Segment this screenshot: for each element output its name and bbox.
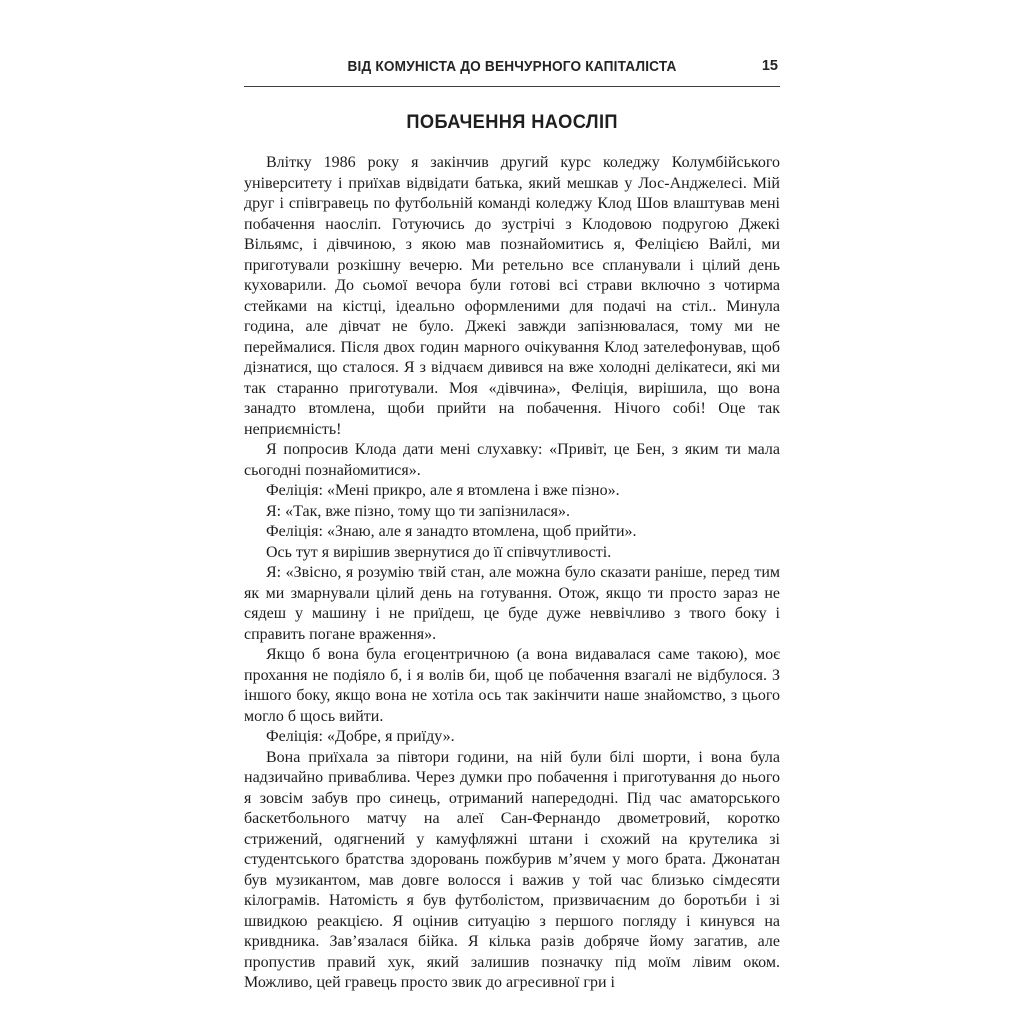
paragraph: Якщо б вона була егоцентричною (а вона видавалася саме такою), моє прохання не подіяло б, і я волів би, щоб це побачення взагалі не відбулося. З іншого боку, якщо вона не хотіла ось так закінчити наше знайомство, з цього могло б щось вийти.	[244, 646, 780, 725]
paragraph: Я попросив Клода дати мені слухавку: «Привіт, це Бен, з яким ти мала сьогодні познайомитися».	[244, 441, 780, 479]
body-text	[244, 153, 780, 994]
chapter-title	[244, 112, 780, 134]
book-page	[244, 0, 780, 994]
paragraph: Феліція: «Мені прикро, але я втомлена і вже пізно».	[266, 482, 620, 499]
paragraph: Вона приїхала за півтори години, на ній були білі шорти, і вона була надзичайно приваблива. Через думки про побачення і приготування до нього я зовсім забув про синець, отриманий напередодні. Під час аматорського баскетбольного матчу на алеї Сан-Фернандо двометровий, коротко стрижений, одягнений у камуфляжні штани і схожий на крутелика зі студентського братства здоровань пожбурив м’ячем у мого брата. Джонатан був музикантом, мав довге волосся і важив у той час близько сімдесяти кілограмів. Натомість я був футболістом, призвичаєним до боротьби і зі швидкою реакцією. Я оцінив ситуацію з першого погляду і кинувся на кривдника. Зав’язалася бійка. Я кілька разів добряче йому загатив, але пропустив правий хук, який залишив позначку під моїм лівим оком. Можливо, цей гравець просто звик до агресивної гри і	[244, 748, 780, 991]
paragraph: Ось тут я вирішив звернутися до її співчутливості.	[266, 543, 612, 561]
paragraph: Феліція: «Знаю, але я занадто втомлена, щоб прийти».	[266, 523, 637, 540]
chapter-title-text: ПОБАЧЕННЯ НАОСЛІП	[406, 112, 618, 133]
paragraph: Влітку 1986 року я закінчив другий курс коледжу Колумбійського університету і приїхав відвідати батька, який мешкав у Лос-Анджелесі. Мій друг і співгравець по футбольній команді коледжу Клод Шов влаштував мені побачення наосліп. Готуючись до зустрічі з Клодовою подругою Джекі Вільямс, і дівчиною, з якою мав познайомитись я, Феліцією Вайлі, ми приготували розкішну вечерю. Ми ретельно все спланували і цілий день куховарили. До сьомої вечора були готові всі страви включно з чотирма стейками на кістці, ідеально оформленими для подачі на стіл.. Минула година, але дівчат не було. Джекі завжди запізнювалася, тому ми не переймалися. Після двох годин марного очікування Клод зателефонував, щоб дізнатися, що сталося. Я з відчаєм дивився на вже холодні делікатеси, які ми так старанно приготували. Моя «дівчина», Феліція, вирішила, що вона занадто втомлена, щоби прийти на побачення. Нічого собі! Оце так неприємність!	[244, 154, 780, 438]
paragraph: Феліція: «Добре, я приїду».	[266, 728, 455, 745]
running-head-title: ВІД КОМУНІСТА ДО ВЕНЧУРНОГО КАПІТАЛІСТА	[347, 59, 677, 75]
page-header	[244, 58, 780, 87]
page-number: 15	[761, 58, 778, 74]
paragraph: Я: «Так, вже пізно, тому що ти запізнилася».	[266, 502, 570, 520]
paragraph: Я: «Звісно, я розумію твій стан, але можна було сказати раніше, перед тим як ми змарнували цілий день на готування. Отож, якщо ти просто зараз не сядеш у машину і не приїдеш, це буде дуже неввічливо з твого боку і справить погане враження».	[244, 564, 780, 643]
